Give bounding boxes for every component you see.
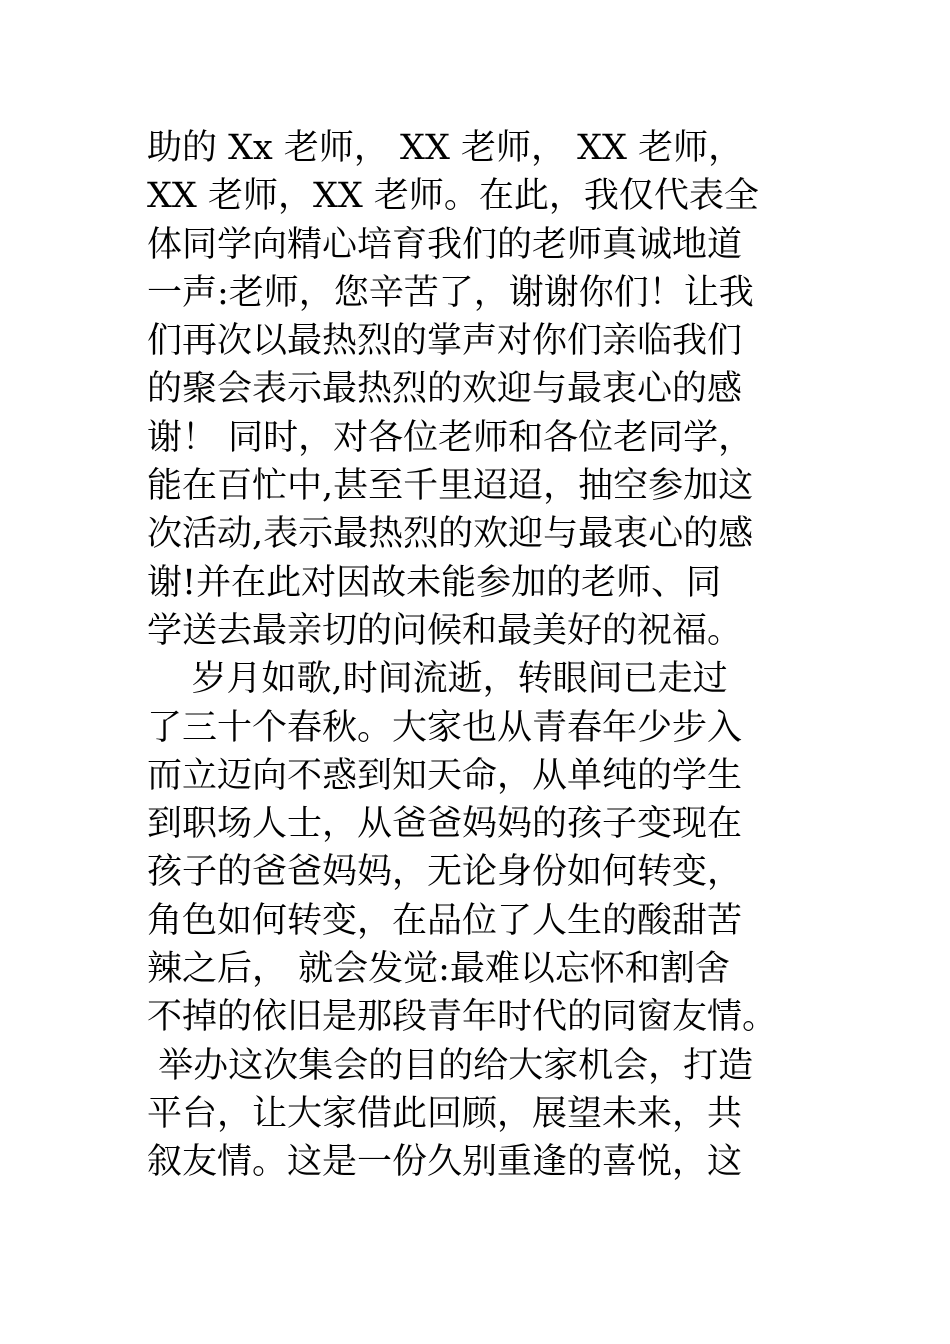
text-line: 了三十个春秋。大家也从青春年少步入: [147, 707, 743, 748]
text-line: XX 老师，XX 老师。在此，我仅代表全: [147, 176, 759, 217]
text-line: 的聚会表示最热烈的欢迎与最衷心的感: [147, 369, 743, 410]
text-line: 助的 Xx 老师， XX 老师， XX 老师，: [147, 128, 744, 168]
text-line: 叙友情。这是一份久别重逢的喜悦，这: [147, 1142, 743, 1183]
text-line: 一声:老师，您辛苦了，谢谢你们！让我: [147, 272, 754, 313]
text-line: 孩子的爸爸妈妈，无论身份如何转变，: [147, 852, 743, 893]
text-line: 们再次以最热烈的掌声对你们亲临我们: [147, 321, 743, 362]
text-line: 辣之后， 就会发觉:最难以忘怀和割舍: [147, 949, 730, 990]
text-line: 平台，让大家借此回顾，展望未来，共: [147, 1093, 743, 1134]
text-line: 而立迈向不惑到知天命，从单纯的学生: [147, 755, 743, 796]
text-line: 体同学向精心培育我们的老师真诚地道: [147, 224, 743, 265]
text-line: 角色如何转变，在品位了人生的酸甜苦: [147, 900, 743, 941]
text-line: 谢!并在此对因故未能参加的老师、同: [147, 562, 722, 603]
text-line: 次活动,表示最热烈的欢迎与最衷心的感: [147, 514, 754, 555]
text-line: 能在百忙中,甚至千里迢迢，抽空参加这: [147, 466, 754, 507]
body-text: [147, 124, 847, 1187]
text-line: 学送去最亲切的问候和最美好的祝福。: [147, 610, 743, 651]
paragraph-start-line: 岁月如歌,时间流逝，转眼间已走过: [147, 659, 728, 700]
text-line: 到职场人士，从爸爸妈妈的孩子变现在: [147, 804, 743, 845]
text-line: 举办这次集会的目的给大家机会，打造: [147, 1045, 754, 1086]
text-line: 谢！ 同时，对各位老师和各位老同学，: [147, 417, 754, 458]
text-line: 不掉的依旧是那段青年时代的同窗友情。: [147, 997, 778, 1038]
